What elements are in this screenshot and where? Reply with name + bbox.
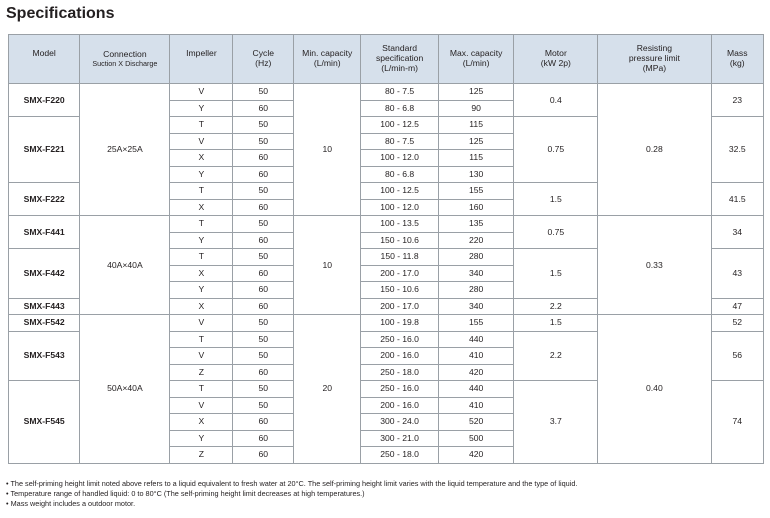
header-standard-spec: Standard specification (L/min-m) [361,35,439,84]
mass-cell: 41.5 [711,183,763,216]
standard-spec-cell: 80 - 6.8 [361,166,439,183]
impeller-cell: V [170,133,233,150]
max-capacity-cell: 130 [438,166,514,183]
standard-spec-cell: 200 - 16.0 [361,348,439,365]
connection-cell: 40A×40A [80,216,170,315]
footnote: • Mass weight includes a outdoor motor. [6,499,136,508]
motor-cell: 1.5 [514,315,598,332]
cycle-cell: 60 [233,150,294,167]
cycle-cell: 60 [233,430,294,447]
max-capacity-cell: 410 [438,348,514,365]
cycle-cell: 50 [233,133,294,150]
cycle-cell: 60 [233,166,294,183]
max-capacity-cell: 280 [438,249,514,266]
mass-cell: 74 [711,381,763,464]
cycle-cell: 50 [233,84,294,101]
motor-cell: 0.75 [514,216,598,249]
standard-spec-cell: 100 - 12.0 [361,199,439,216]
header-model: Model [9,35,80,84]
impeller-cell: Y [170,166,233,183]
impeller-cell: Y [170,100,233,117]
mass-cell: 23 [711,84,763,117]
footnotes [6,479,766,509]
standard-spec-cell: 100 - 12.0 [361,150,439,167]
max-capacity-cell: 520 [438,414,514,431]
motor-cell: 2.2 [514,298,598,315]
impeller-cell: V [170,397,233,414]
max-capacity-cell: 500 [438,430,514,447]
header-cycle: Cycle (Hz) [233,35,294,84]
standard-spec-cell: 150 - 10.6 [361,282,439,299]
model-cell: SMX-F222 [9,183,80,216]
mass-cell: 47 [711,298,763,315]
standard-spec-cell: 80 - 7.5 [361,133,439,150]
impeller-cell: T [170,216,233,233]
standard-spec-cell: 200 - 16.0 [361,397,439,414]
impeller-cell: T [170,331,233,348]
model-cell: SMX-F220 [9,84,80,117]
standard-spec-cell: 150 - 10.6 [361,232,439,249]
max-capacity-cell: 125 [438,84,514,101]
max-capacity-cell: 420 [438,364,514,381]
cycle-cell: 50 [233,183,294,200]
footnote: • Temperature range of handled liquid: 0 to 80°C (The self-priming height limit decreases at high temperatures.) [6,489,365,498]
model-cell: SMX-F545 [9,381,80,464]
impeller-cell: Y [170,430,233,447]
footnote: • The self-priming height limit noted above refers to a liquid equivalent to fresh water at 20°C. The self-priming height limit varies with the liquid temperature and the type of liquid. [6,479,578,488]
impeller-cell: Y [170,282,233,299]
standard-spec-cell: 150 - 11.8 [361,249,439,266]
motor-cell: 3.7 [514,381,598,464]
standard-spec-cell: 250 - 16.0 [361,381,439,398]
max-capacity-cell: 440 [438,331,514,348]
impeller-cell: T [170,117,233,134]
motor-cell: 1.5 [514,249,598,299]
standard-spec-cell: 250 - 18.0 [361,447,439,464]
standard-spec-cell: 100 - 12.5 [361,117,439,134]
impeller-cell: V [170,84,233,101]
max-capacity-cell: 340 [438,298,514,315]
header-mass: Mass (kg) [711,35,763,84]
min-capacity-cell: 10 [294,84,361,216]
max-capacity-cell: 115 [438,117,514,134]
connection-cell: 50A×40A [80,315,170,464]
model-cell: SMX-F543 [9,331,80,381]
cycle-cell: 60 [233,282,294,299]
table-row [9,315,764,332]
mass-cell: 56 [711,331,763,381]
mass-cell: 52 [711,315,763,332]
standard-spec-cell: 80 - 6.8 [361,100,439,117]
header-connection: Connection Suction X Discharge [80,35,170,84]
standard-spec-cell: 80 - 7.5 [361,84,439,101]
max-capacity-cell: 440 [438,381,514,398]
max-capacity-cell: 90 [438,100,514,117]
table-body [9,84,764,464]
model-cell: SMX-F443 [9,298,80,315]
impeller-cell: X [170,150,233,167]
table-row [9,216,764,233]
cycle-cell: 60 [233,447,294,464]
mass-cell: 34 [711,216,763,249]
max-capacity-cell: 115 [438,150,514,167]
mass-cell: 43 [711,249,763,299]
cycle-cell: 60 [233,100,294,117]
model-cell: SMX-F441 [9,216,80,249]
impeller-cell: Z [170,364,233,381]
cycle-cell: 60 [233,232,294,249]
table-row [9,84,764,101]
max-capacity-cell: 280 [438,282,514,299]
impeller-cell: Z [170,447,233,464]
max-capacity-cell: 155 [438,183,514,200]
model-cell: SMX-F221 [9,117,80,183]
standard-spec-cell: 100 - 13.5 [361,216,439,233]
max-capacity-cell: 135 [438,216,514,233]
max-capacity-cell: 160 [438,199,514,216]
standard-spec-cell: 300 - 24.0 [361,414,439,431]
specifications-table [8,34,764,464]
min-capacity-cell: 10 [294,216,361,315]
cycle-cell: 60 [233,199,294,216]
connection-cell: 25A×25A [80,84,170,216]
impeller-cell: X [170,298,233,315]
cycle-cell: 60 [233,364,294,381]
cycle-cell: 50 [233,315,294,332]
impeller-cell: V [170,315,233,332]
impeller-cell: V [170,348,233,365]
standard-spec-cell: 250 - 18.0 [361,364,439,381]
cycle-cell: 60 [233,298,294,315]
impeller-cell: X [170,199,233,216]
cycle-cell: 50 [233,348,294,365]
standard-spec-cell: 200 - 17.0 [361,298,439,315]
cycle-cell: 50 [233,216,294,233]
impeller-cell: Y [170,232,233,249]
motor-cell: 0.75 [514,117,598,183]
cycle-cell: 60 [233,265,294,282]
page-title: Specifications [6,5,115,22]
header-resisting-pressure: Resisting pressure limit (MPa) [598,35,711,84]
table-header-row [9,35,764,84]
max-capacity-cell: 125 [438,133,514,150]
motor-cell: 0.4 [514,84,598,117]
standard-spec-cell: 100 - 19.8 [361,315,439,332]
cycle-cell: 50 [233,331,294,348]
max-capacity-cell: 155 [438,315,514,332]
standard-spec-cell: 100 - 12.5 [361,183,439,200]
cycle-cell: 60 [233,414,294,431]
max-capacity-cell: 220 [438,232,514,249]
header-impeller: Impeller [170,35,233,84]
header-max-capacity: Max. capacity (L/min) [438,35,514,84]
header-min-capacity: Min. capacity (L/min) [294,35,361,84]
cycle-cell: 50 [233,397,294,414]
impeller-cell: T [170,249,233,266]
impeller-cell: T [170,381,233,398]
pressure-limit-cell: 0.33 [598,216,711,315]
motor-cell: 2.2 [514,331,598,381]
max-capacity-cell: 340 [438,265,514,282]
pressure-limit-cell: 0.40 [598,315,711,464]
pressure-limit-cell: 0.28 [598,84,711,216]
standard-spec-cell: 200 - 17.0 [361,265,439,282]
min-capacity-cell: 20 [294,315,361,464]
cycle-cell: 50 [233,249,294,266]
model-cell: SMX-F542 [9,315,80,332]
impeller-cell: X [170,265,233,282]
cycle-cell: 50 [233,381,294,398]
max-capacity-cell: 420 [438,447,514,464]
impeller-cell: X [170,414,233,431]
motor-cell: 1.5 [514,183,598,216]
impeller-cell: T [170,183,233,200]
standard-spec-cell: 300 - 21.0 [361,430,439,447]
max-capacity-cell: 410 [438,397,514,414]
standard-spec-cell: 250 - 16.0 [361,331,439,348]
header-motor: Motor (kW 2p) [514,35,598,84]
mass-cell: 32.5 [711,117,763,183]
model-cell: SMX-F442 [9,249,80,299]
cycle-cell: 50 [233,117,294,134]
